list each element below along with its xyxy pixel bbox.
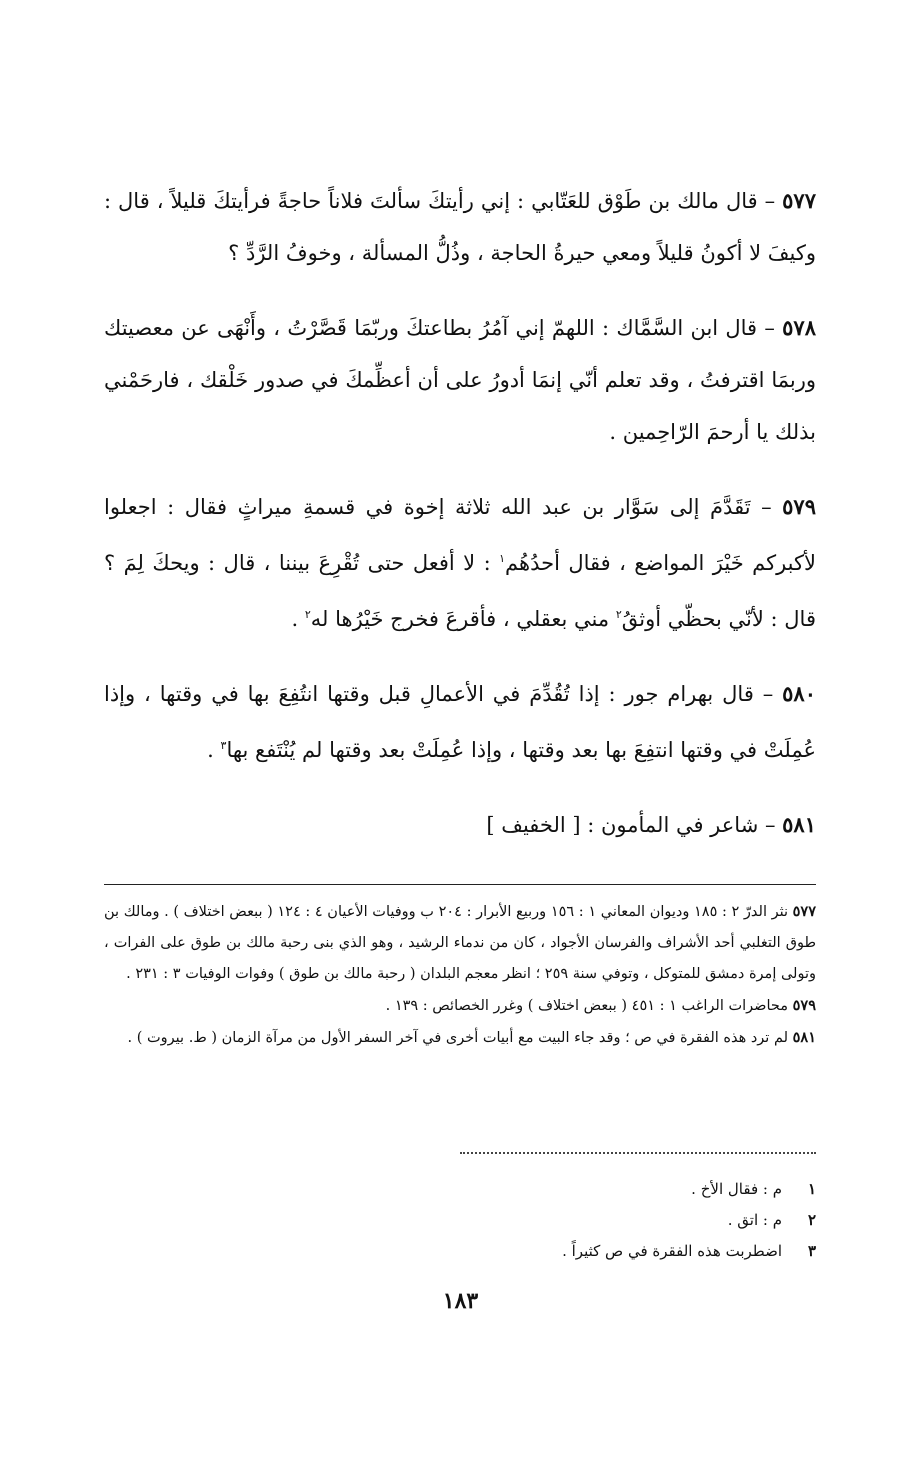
footnote-2 [104,1205,816,1236]
entry-581 [104,799,816,851]
entry-580 [104,668,816,776]
footnote-number: ٢ [807,1211,816,1229]
footnote-text: م : فقال الأخ . [691,1180,782,1198]
page-number: ١٨٣ [442,1288,479,1314]
entry-number: ٥٧٨ [782,315,816,340]
main-text [104,175,816,851]
footnote-ref: ٢ [615,608,622,621]
entry-579 [104,481,816,645]
entry-number: ٥٨١ [782,812,816,837]
entry-text-cont: . [291,607,305,631]
footnote-3 [104,1236,816,1267]
entry-text-cont: مني بعقلي ، فأقرعَ فخرج خَيْرُها له [310,607,616,631]
note-text: لم ترد هذه الفقرة في ص ؛ وقد جاء البيت مع أبيات أخرى في آخر السفر الأول من مرآة الزمان ( ط. بيروت ) . [127,1030,789,1046]
entry-text-cont: . [207,738,221,762]
note-number: ٥٧٩ [792,997,816,1014]
note-577 [104,896,816,990]
footnotes-divider [460,1152,816,1154]
note-text: نثر الدرّ ٢ : ١٨٥ وديوان المعاني ١ : ١٥٦ وربيع الأبرار : ٢٠٤ ب ووفيات الأعيان ٤ : ١٢٤ ( ببعض اختلاف ) . ومالك بن طوق التغلبي أحد الأشراف والفرسان الأجواد ، كان من ندماء الرشيد ، وهو الذي بنى رحبة مالك بن طوق على الفرات ، وتولى إمرة دمشق للمتوكل ، وتوفي سنة ٢٥٩ ؛ انظر معجم البلدان ( رحبة مالك بن طوق ) وفوات الوفيات ٣ : ٢٣١ . [104,904,816,982]
note-number: ٥٧٧ [792,903,817,920]
footnotes [104,1174,816,1267]
entry-text: – قال مالك بن طَوْق للعَتّابي : إني رأيتكَ سألتَ فلاناً حاجةً فرأيتكَ قليلاً ، قال : وكيفَ لا أكونُ قليلاً ومعي حيرةُ الحاجة ، وذُلُّ المسألة ، وخوفُ الرَّدِّ ؟ [104,189,816,265]
entry-number: ٥٧٩ [782,494,816,519]
entry-text: – تَقَدَّمَ إلى سَوَّار بن عبد الله ثلاثة إخوة في قسمةِ ميراثٍ فقال : اجعلوا لأكبركم خَيْرَ المواضع ، فقال أحدُهُم [104,495,816,575]
source-notes [104,896,816,1054]
note-number: ٥٨١ [792,1029,816,1046]
footnote-number: ٣ [807,1242,816,1260]
entry-577 [104,175,816,279]
entry-text: – قال ابن السَّمَّاك : اللهمّ إني آمُرُ بطاعتكَ وربّمَا قَصَّرْتُ ، وأَنْهَى عن معصيتك وربمَا اقترفتُ ، وقد تعلم أنّي إنمَا أدورُ على أن أعظِّمكَ في صدور خَلْقك ، فارحَمْني بذلك يا أرحمَ الرّاحِمين . [104,316,816,444]
footnote-ref: ٣ [220,739,227,752]
entry-578 [104,302,816,458]
entry-number: ٥٨٠ [782,681,816,706]
entry-text: – شاعر في المأمون : [ الخفيف ] [486,813,776,837]
note-579 [104,990,816,1022]
notes-divider [104,884,816,885]
footnote-ref: ١ [499,552,506,565]
footnote-1 [104,1174,816,1205]
footnote-text: اضطربت هذه الفقرة في ص كثيراً . [562,1242,782,1260]
footnote-number: ١ [807,1180,816,1198]
entry-text: – قال بهرام جور : إذا تُقُدِّمَ في الأعمالِ قبل وقتها انتُفِعَ بها في وقتها ، وإذا عُمِلَتْ في وقتها انتفِعَ بها بعد وقتها ، وإذا عُمِلَتْ بعد وقتها لم يُنْتَفع بها [104,682,816,762]
footnote-ref: ٢ [304,608,311,621]
entry-text-cont: : لا أفعل حتى تُقْرِعَ بيننا ، قال : ويحكَ لِمَ ؟ قال : لأنّي بحظّي أوثقُ [104,551,816,631]
footnote-text: م : اتق . [727,1211,782,1229]
note-581 [104,1022,816,1054]
entry-number: ٥٧٧ [782,188,816,213]
note-text: محاضرات الراغب ١ : ٤٥١ ( ببعض اختلاف ) وغرر الخصائص : ١٣٩ . [385,998,789,1014]
